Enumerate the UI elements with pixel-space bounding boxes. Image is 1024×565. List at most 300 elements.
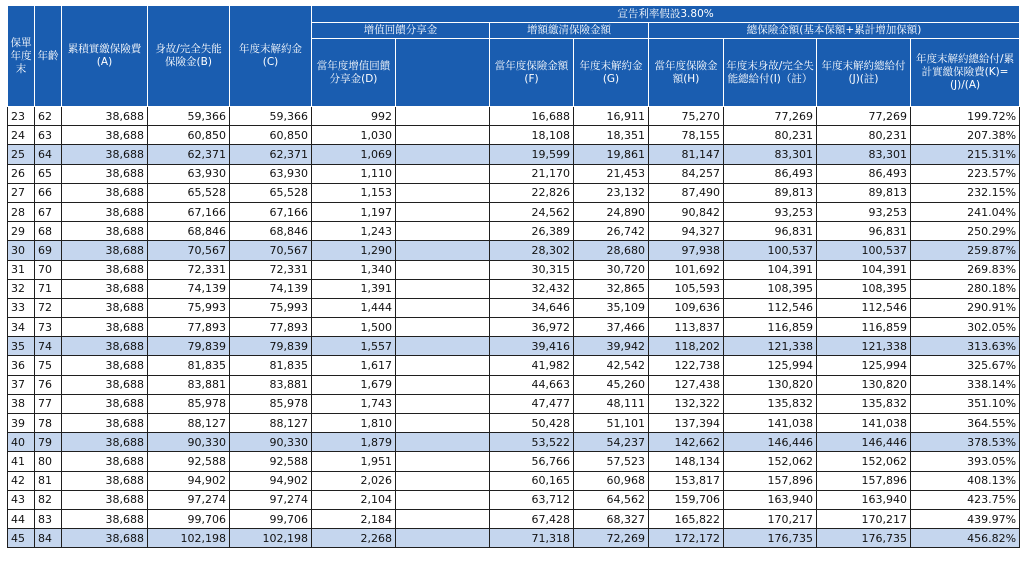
cell-increase-f: 16,688 <box>490 107 574 126</box>
cell-ratio-k: 378.53% <box>911 433 1020 452</box>
cell-benefit-b: 75,993 <box>148 298 230 317</box>
cell-year: 44 <box>8 509 35 528</box>
cell-dividend-blank <box>396 414 490 433</box>
cell-age: 63 <box>35 126 62 145</box>
cell-increase-g: 39,942 <box>574 337 649 356</box>
cell-age: 68 <box>35 222 62 241</box>
header-death-benefit: 身故/完全失能保險金(B) <box>148 6 230 107</box>
cell-surrender-c: 63,930 <box>230 164 312 183</box>
cell-total-j: 146,446 <box>817 433 911 452</box>
cell-premium-a: 38,688 <box>62 202 148 221</box>
cell-benefit-b: 83,881 <box>148 375 230 394</box>
cell-dividend-blank <box>396 260 490 279</box>
cell-year: 24 <box>8 126 35 145</box>
cell-year: 33 <box>8 298 35 317</box>
cell-surrender-c: 75,993 <box>230 298 312 317</box>
cell-surrender-c: 92,588 <box>230 452 312 471</box>
cell-year: 27 <box>8 183 35 202</box>
header-dividend-d: 當年度增值回饋分享金(D) <box>312 39 396 107</box>
cell-increase-f: 60,165 <box>490 471 574 490</box>
cell-dividend-d: 992 <box>312 107 396 126</box>
cell-total-j: 130,820 <box>817 375 911 394</box>
cell-total-j: 89,813 <box>817 183 911 202</box>
cell-increase-g: 21,453 <box>574 164 649 183</box>
cell-ratio-k: 423.75% <box>911 490 1020 509</box>
cell-dividend-d: 1,391 <box>312 279 396 298</box>
cell-year: 28 <box>8 202 35 221</box>
cell-total-i: 130,820 <box>724 375 817 394</box>
cell-year: 32 <box>8 279 35 298</box>
cell-ratio-k: 241.04% <box>911 202 1020 221</box>
cell-premium-a: 38,688 <box>62 452 148 471</box>
cell-year: 31 <box>8 260 35 279</box>
cell-dividend-blank <box>396 222 490 241</box>
table-row <box>8 164 1020 183</box>
header-total-group: 總保險金額(基本保額+累計增加保額) <box>649 23 1020 39</box>
cell-year: 43 <box>8 490 35 509</box>
cell-age: 81 <box>35 471 62 490</box>
cell-total-j: 104,391 <box>817 260 911 279</box>
cell-dividend-blank <box>396 318 490 337</box>
cell-increase-g: 19,861 <box>574 145 649 164</box>
cell-dividend-d: 1,030 <box>312 126 396 145</box>
header-dividend-group: 增值回饋分享金 <box>312 23 490 39</box>
cell-dividend-d: 1,153 <box>312 183 396 202</box>
cell-total-i: 116,859 <box>724 318 817 337</box>
cell-dividend-d: 2,026 <box>312 471 396 490</box>
cell-increase-f: 24,562 <box>490 202 574 221</box>
cell-total-j: 135,832 <box>817 394 911 413</box>
cell-age: 64 <box>35 145 62 164</box>
cell-surrender-c: 81,835 <box>230 356 312 375</box>
cell-total-h: 109,636 <box>649 298 724 317</box>
header-increase-group: 增額繳清保險金額 <box>490 23 649 39</box>
cell-age: 67 <box>35 202 62 221</box>
cell-dividend-blank <box>396 394 490 413</box>
header-total-i: 年度末身故/完全失能總給付(I)（註） <box>724 39 817 107</box>
cell-dividend-blank <box>396 433 490 452</box>
cell-ratio-k: 250.29% <box>911 222 1020 241</box>
table-row <box>8 222 1020 241</box>
cell-age: 74 <box>35 337 62 356</box>
cell-age: 83 <box>35 509 62 528</box>
table-row <box>8 452 1020 471</box>
table-row <box>8 260 1020 279</box>
cell-dividend-blank <box>396 145 490 164</box>
cell-total-j: 121,338 <box>817 337 911 356</box>
cell-increase-f: 47,477 <box>490 394 574 413</box>
cell-total-i: 108,395 <box>724 279 817 298</box>
cell-total-j: 176,735 <box>817 529 911 548</box>
cell-ratio-k: 313.63% <box>911 337 1020 356</box>
cell-total-h: 118,202 <box>649 337 724 356</box>
cell-benefit-b: 97,274 <box>148 490 230 509</box>
table-row <box>8 241 1020 260</box>
cell-surrender-c: 83,881 <box>230 375 312 394</box>
cell-age: 77 <box>35 394 62 413</box>
cell-year: 25 <box>8 145 35 164</box>
table-row <box>8 375 1020 394</box>
cell-dividend-d: 1,110 <box>312 164 396 183</box>
cell-premium-a: 38,688 <box>62 471 148 490</box>
cell-benefit-b: 94,902 <box>148 471 230 490</box>
cell-benefit-b: 67,166 <box>148 202 230 221</box>
cell-age: 71 <box>35 279 62 298</box>
cell-ratio-k: 393.05% <box>911 452 1020 471</box>
cell-total-j: 125,994 <box>817 356 911 375</box>
cell-total-h: 90,842 <box>649 202 724 221</box>
cell-increase-g: 23,132 <box>574 183 649 202</box>
cell-surrender-c: 59,366 <box>230 107 312 126</box>
cell-surrender-c: 62,371 <box>230 145 312 164</box>
cell-benefit-b: 65,528 <box>148 183 230 202</box>
cell-total-j: 152,062 <box>817 452 911 471</box>
cell-total-h: 137,394 <box>649 414 724 433</box>
table-row <box>8 471 1020 490</box>
cell-increase-g: 18,351 <box>574 126 649 145</box>
cell-increase-g: 54,237 <box>574 433 649 452</box>
cell-dividend-d: 1,879 <box>312 433 396 452</box>
cell-premium-a: 38,688 <box>62 356 148 375</box>
cell-ratio-k: 408.13% <box>911 471 1020 490</box>
cell-year: 40 <box>8 433 35 452</box>
cell-total-i: 146,446 <box>724 433 817 452</box>
cell-total-j: 163,940 <box>817 490 911 509</box>
cell-ratio-k: 269.83% <box>911 260 1020 279</box>
cell-increase-f: 26,389 <box>490 222 574 241</box>
cell-total-j: 83,301 <box>817 145 911 164</box>
cell-total-i: 104,391 <box>724 260 817 279</box>
cell-ratio-k: 259.87% <box>911 241 1020 260</box>
cell-surrender-c: 70,567 <box>230 241 312 260</box>
cell-age: 66 <box>35 183 62 202</box>
cell-increase-f: 50,428 <box>490 414 574 433</box>
cell-premium-a: 38,688 <box>62 222 148 241</box>
cell-surrender-c: 79,839 <box>230 337 312 356</box>
cell-increase-f: 41,982 <box>490 356 574 375</box>
cell-premium-a: 38,688 <box>62 337 148 356</box>
cell-ratio-k: 456.82% <box>911 529 1020 548</box>
table-row <box>8 126 1020 145</box>
header-policy-year: 保單年度末 <box>8 6 35 107</box>
cell-increase-g: 16,911 <box>574 107 649 126</box>
cell-total-j: 86,493 <box>817 164 911 183</box>
cell-total-i: 83,301 <box>724 145 817 164</box>
cell-benefit-b: 70,567 <box>148 241 230 260</box>
cell-dividend-d: 1,340 <box>312 260 396 279</box>
cell-total-h: 159,706 <box>649 490 724 509</box>
cell-year: 34 <box>8 318 35 337</box>
cell-age: 62 <box>35 107 62 126</box>
header-cumulative-premium: 累積實繳保險費(A) <box>62 6 148 107</box>
cell-benefit-b: 99,706 <box>148 509 230 528</box>
cell-surrender-c: 67,166 <box>230 202 312 221</box>
cell-surrender-c: 60,850 <box>230 126 312 145</box>
cell-total-h: 148,134 <box>649 452 724 471</box>
cell-ratio-k: 351.10% <box>911 394 1020 413</box>
cell-dividend-blank <box>396 164 490 183</box>
cell-total-h: 97,938 <box>649 241 724 260</box>
cell-total-h: 172,172 <box>649 529 724 548</box>
cell-premium-a: 38,688 <box>62 279 148 298</box>
header-dividend-blank <box>396 39 490 107</box>
table-row <box>8 433 1020 452</box>
cell-surrender-c: 85,978 <box>230 394 312 413</box>
cell-age: 84 <box>35 529 62 548</box>
cell-benefit-b: 81,835 <box>148 356 230 375</box>
cell-total-j: 100,537 <box>817 241 911 260</box>
table-row <box>8 145 1020 164</box>
cell-ratio-k: 215.31% <box>911 145 1020 164</box>
cell-dividend-d: 1,951 <box>312 452 396 471</box>
cell-dividend-d: 1,500 <box>312 318 396 337</box>
cell-surrender-c: 77,893 <box>230 318 312 337</box>
cell-total-i: 93,253 <box>724 202 817 221</box>
cell-total-j: 93,253 <box>817 202 911 221</box>
cell-premium-a: 38,688 <box>62 433 148 452</box>
table-row <box>8 107 1020 126</box>
header-total-j: 年度末解約總給付(J)(註) <box>817 39 911 107</box>
table-row <box>8 337 1020 356</box>
cell-year: 23 <box>8 107 35 126</box>
cell-premium-a: 38,688 <box>62 509 148 528</box>
cell-surrender-c: 65,528 <box>230 183 312 202</box>
cell-ratio-k: 364.55% <box>911 414 1020 433</box>
cell-increase-f: 63,712 <box>490 490 574 509</box>
cell-ratio-k: 325.67% <box>911 356 1020 375</box>
cell-surrender-c: 97,274 <box>230 490 312 509</box>
cell-surrender-c: 74,139 <box>230 279 312 298</box>
policy-value-table <box>7 5 1020 548</box>
cell-increase-g: 51,101 <box>574 414 649 433</box>
cell-total-h: 101,692 <box>649 260 724 279</box>
cell-premium-a: 38,688 <box>62 241 148 260</box>
cell-ratio-k: 232.15% <box>911 183 1020 202</box>
cell-total-h: 94,327 <box>649 222 724 241</box>
cell-surrender-c: 90,330 <box>230 433 312 452</box>
cell-premium-a: 38,688 <box>62 183 148 202</box>
cell-year: 29 <box>8 222 35 241</box>
cell-total-h: 132,322 <box>649 394 724 413</box>
table-body <box>8 107 1020 548</box>
cell-premium-a: 38,688 <box>62 164 148 183</box>
cell-total-h: 142,662 <box>649 433 724 452</box>
cell-dividend-d: 1,069 <box>312 145 396 164</box>
cell-premium-a: 38,688 <box>62 490 148 509</box>
cell-total-i: 135,832 <box>724 394 817 413</box>
cell-dividend-blank <box>396 356 490 375</box>
cell-increase-g: 28,680 <box>574 241 649 260</box>
cell-age: 75 <box>35 356 62 375</box>
cell-dividend-d: 1,617 <box>312 356 396 375</box>
cell-total-j: 141,038 <box>817 414 911 433</box>
cell-total-i: 80,231 <box>724 126 817 145</box>
cell-total-h: 113,837 <box>649 318 724 337</box>
cell-age: 82 <box>35 490 62 509</box>
cell-year: 35 <box>8 337 35 356</box>
cell-dividend-blank <box>396 529 490 548</box>
cell-increase-f: 28,302 <box>490 241 574 260</box>
cell-increase-g: 32,865 <box>574 279 649 298</box>
cell-premium-a: 38,688 <box>62 529 148 548</box>
cell-total-j: 77,269 <box>817 107 911 126</box>
cell-benefit-b: 72,331 <box>148 260 230 279</box>
cell-year: 36 <box>8 356 35 375</box>
cell-dividend-blank <box>396 183 490 202</box>
cell-total-i: 157,896 <box>724 471 817 490</box>
cell-dividend-blank <box>396 490 490 509</box>
cell-age: 80 <box>35 452 62 471</box>
cell-premium-a: 38,688 <box>62 298 148 317</box>
cell-total-i: 112,546 <box>724 298 817 317</box>
cell-benefit-b: 60,850 <box>148 126 230 145</box>
cell-total-i: 89,813 <box>724 183 817 202</box>
cell-increase-g: 45,260 <box>574 375 649 394</box>
cell-ratio-k: 302.05% <box>911 318 1020 337</box>
cell-dividend-blank <box>396 241 490 260</box>
table-row <box>8 202 1020 221</box>
cell-benefit-b: 90,330 <box>148 433 230 452</box>
cell-total-i: 163,940 <box>724 490 817 509</box>
cell-year: 26 <box>8 164 35 183</box>
cell-total-j: 112,546 <box>817 298 911 317</box>
header-surrender-value: 年度末解約金(C) <box>230 6 312 107</box>
header-total-h: 當年度保險金額(H) <box>649 39 724 107</box>
cell-increase-f: 22,826 <box>490 183 574 202</box>
cell-age: 70 <box>35 260 62 279</box>
cell-age: 69 <box>35 241 62 260</box>
cell-total-i: 86,493 <box>724 164 817 183</box>
cell-ratio-k: 338.14% <box>911 375 1020 394</box>
cell-age: 65 <box>35 164 62 183</box>
cell-benefit-b: 68,846 <box>148 222 230 241</box>
cell-ratio-k: 207.38% <box>911 126 1020 145</box>
cell-dividend-blank <box>396 126 490 145</box>
cell-total-i: 176,735 <box>724 529 817 548</box>
cell-dividend-d: 1,243 <box>312 222 396 241</box>
cell-age: 78 <box>35 414 62 433</box>
cell-premium-a: 38,688 <box>62 318 148 337</box>
cell-dividend-d: 1,557 <box>312 337 396 356</box>
cell-dividend-blank <box>396 298 490 317</box>
cell-dividend-d: 1,679 <box>312 375 396 394</box>
cell-total-h: 81,147 <box>649 145 724 164</box>
cell-increase-f: 36,972 <box>490 318 574 337</box>
cell-increase-g: 42,542 <box>574 356 649 375</box>
cell-total-j: 80,231 <box>817 126 911 145</box>
table-row <box>8 490 1020 509</box>
cell-increase-f: 67,428 <box>490 509 574 528</box>
cell-total-h: 153,817 <box>649 471 724 490</box>
cell-year: 30 <box>8 241 35 260</box>
cell-surrender-c: 68,846 <box>230 222 312 241</box>
cell-total-h: 165,822 <box>649 509 724 528</box>
cell-ratio-k: 280.18% <box>911 279 1020 298</box>
cell-increase-f: 32,432 <box>490 279 574 298</box>
cell-total-h: 78,155 <box>649 126 724 145</box>
cell-surrender-c: 94,902 <box>230 471 312 490</box>
cell-year: 38 <box>8 394 35 413</box>
cell-premium-a: 38,688 <box>62 375 148 394</box>
cell-dividend-blank <box>396 202 490 221</box>
cell-increase-g: 72,269 <box>574 529 649 548</box>
cell-benefit-b: 74,139 <box>148 279 230 298</box>
header-declared-rate: 宣告利率假設3.80% <box>312 6 1020 23</box>
cell-year: 39 <box>8 414 35 433</box>
table-row <box>8 298 1020 317</box>
table-row <box>8 279 1020 298</box>
cell-premium-a: 38,688 <box>62 126 148 145</box>
cell-dividend-d: 1,743 <box>312 394 396 413</box>
cell-increase-f: 30,315 <box>490 260 574 279</box>
cell-increase-f: 18,108 <box>490 126 574 145</box>
cell-benefit-b: 85,978 <box>148 394 230 413</box>
cell-increase-g: 60,968 <box>574 471 649 490</box>
cell-benefit-b: 102,198 <box>148 529 230 548</box>
cell-increase-f: 53,522 <box>490 433 574 452</box>
cell-benefit-b: 77,893 <box>148 318 230 337</box>
cell-increase-g: 64,562 <box>574 490 649 509</box>
header-total-k: 年度末解約總給付/累計實繳保險費(K)=(J)/(A) <box>911 39 1020 107</box>
cell-increase-g: 48,111 <box>574 394 649 413</box>
cell-total-i: 141,038 <box>724 414 817 433</box>
cell-surrender-c: 102,198 <box>230 529 312 548</box>
cell-surrender-c: 99,706 <box>230 509 312 528</box>
cell-total-h: 122,738 <box>649 356 724 375</box>
cell-dividend-blank <box>396 509 490 528</box>
cell-age: 79 <box>35 433 62 452</box>
cell-increase-f: 21,170 <box>490 164 574 183</box>
cell-increase-g: 35,109 <box>574 298 649 317</box>
cell-age: 76 <box>35 375 62 394</box>
cell-increase-f: 34,646 <box>490 298 574 317</box>
cell-benefit-b: 88,127 <box>148 414 230 433</box>
cell-dividend-blank <box>396 107 490 126</box>
cell-dividend-d: 1,290 <box>312 241 396 260</box>
cell-increase-f: 71,318 <box>490 529 574 548</box>
cell-dividend-blank <box>396 279 490 298</box>
cell-benefit-b: 63,930 <box>148 164 230 183</box>
cell-benefit-b: 62,371 <box>148 145 230 164</box>
cell-increase-f: 39,416 <box>490 337 574 356</box>
cell-dividend-d: 1,197 <box>312 202 396 221</box>
cell-ratio-k: 223.57% <box>911 164 1020 183</box>
cell-ratio-k: 290.91% <box>911 298 1020 317</box>
cell-increase-f: 44,663 <box>490 375 574 394</box>
header-increase-f: 當年度保險金額(F) <box>490 39 574 107</box>
cell-increase-f: 56,766 <box>490 452 574 471</box>
cell-total-i: 77,269 <box>724 107 817 126</box>
table-row <box>8 394 1020 413</box>
cell-year: 45 <box>8 529 35 548</box>
cell-age: 73 <box>35 318 62 337</box>
cell-total-j: 116,859 <box>817 318 911 337</box>
header-increase-g: 年度末解約金(G) <box>574 39 649 107</box>
header-age: 年齡 <box>35 6 62 107</box>
cell-total-j: 157,896 <box>817 471 911 490</box>
cell-dividend-d: 2,184 <box>312 509 396 528</box>
cell-year: 42 <box>8 471 35 490</box>
cell-dividend-d: 1,810 <box>312 414 396 433</box>
cell-dividend-blank <box>396 337 490 356</box>
cell-total-h: 75,270 <box>649 107 724 126</box>
cell-benefit-b: 92,588 <box>148 452 230 471</box>
cell-premium-a: 38,688 <box>62 394 148 413</box>
cell-ratio-k: 439.97% <box>911 509 1020 528</box>
table-row <box>8 414 1020 433</box>
table-row <box>8 183 1020 202</box>
cell-total-j: 108,395 <box>817 279 911 298</box>
